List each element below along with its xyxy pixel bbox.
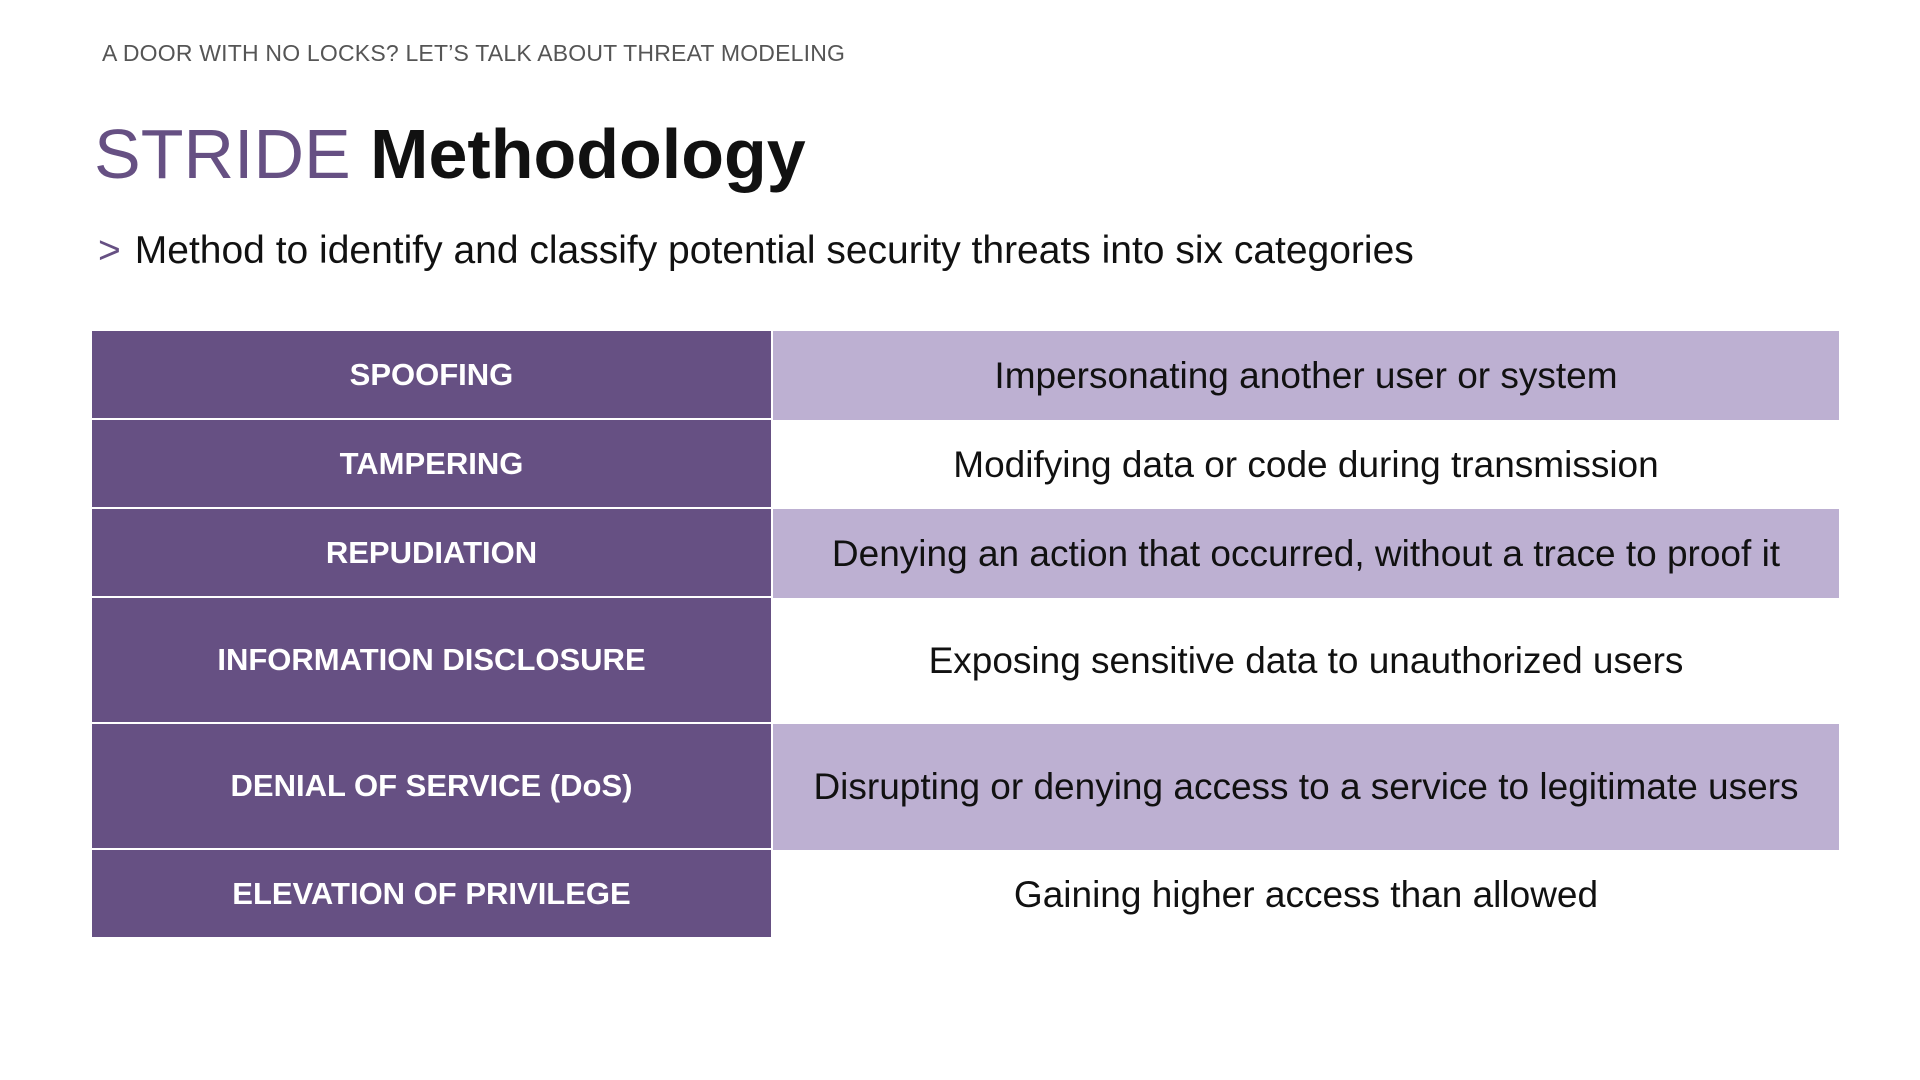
table-row <box>92 724 1839 850</box>
threat-category: TAMPERING <box>92 420 773 509</box>
table-row <box>92 509 1839 598</box>
threat-category: DENIAL OF SERVICE (DoS) <box>92 724 773 850</box>
threat-category: REPUDIATION <box>92 509 773 598</box>
subtitle-text: Method to identify and classify potential security threats into six categories <box>134 229 1414 272</box>
stride-table <box>92 331 1839 939</box>
table-row <box>92 331 1839 420</box>
title-rest: Methodology <box>370 115 806 193</box>
table-row <box>92 598 1839 724</box>
title-accent-word: STRIDE <box>94 115 351 193</box>
slide-subtitle <box>98 226 1414 276</box>
threat-description: Modifying data or code during transmission <box>773 420 1839 509</box>
threat-description: Exposing sensitive data to unauthorized users <box>773 598 1839 724</box>
threat-category: INFORMATION DISCLOSURE <box>92 598 773 724</box>
threat-description: Gaining higher access than allowed <box>773 850 1839 939</box>
threat-description: Denying an action that occurred, without a trace to proof it <box>773 509 1839 598</box>
threat-description: Impersonating another user or system <box>773 331 1839 420</box>
threat-description: Disrupting or denying access to a service to legitimate users <box>773 724 1839 850</box>
threat-category: ELEVATION OF PRIVILEGE <box>92 850 773 939</box>
threat-category: SPOOFING <box>92 331 773 420</box>
table-row <box>92 850 1839 939</box>
table-row <box>92 420 1839 509</box>
slide-title <box>94 112 806 196</box>
subtitle-bullet: > <box>98 229 121 272</box>
presentation-supertitle: A DOOR WITH NO LOCKS? LET’S TALK ABOUT THREAT MODELING <box>102 40 846 66</box>
